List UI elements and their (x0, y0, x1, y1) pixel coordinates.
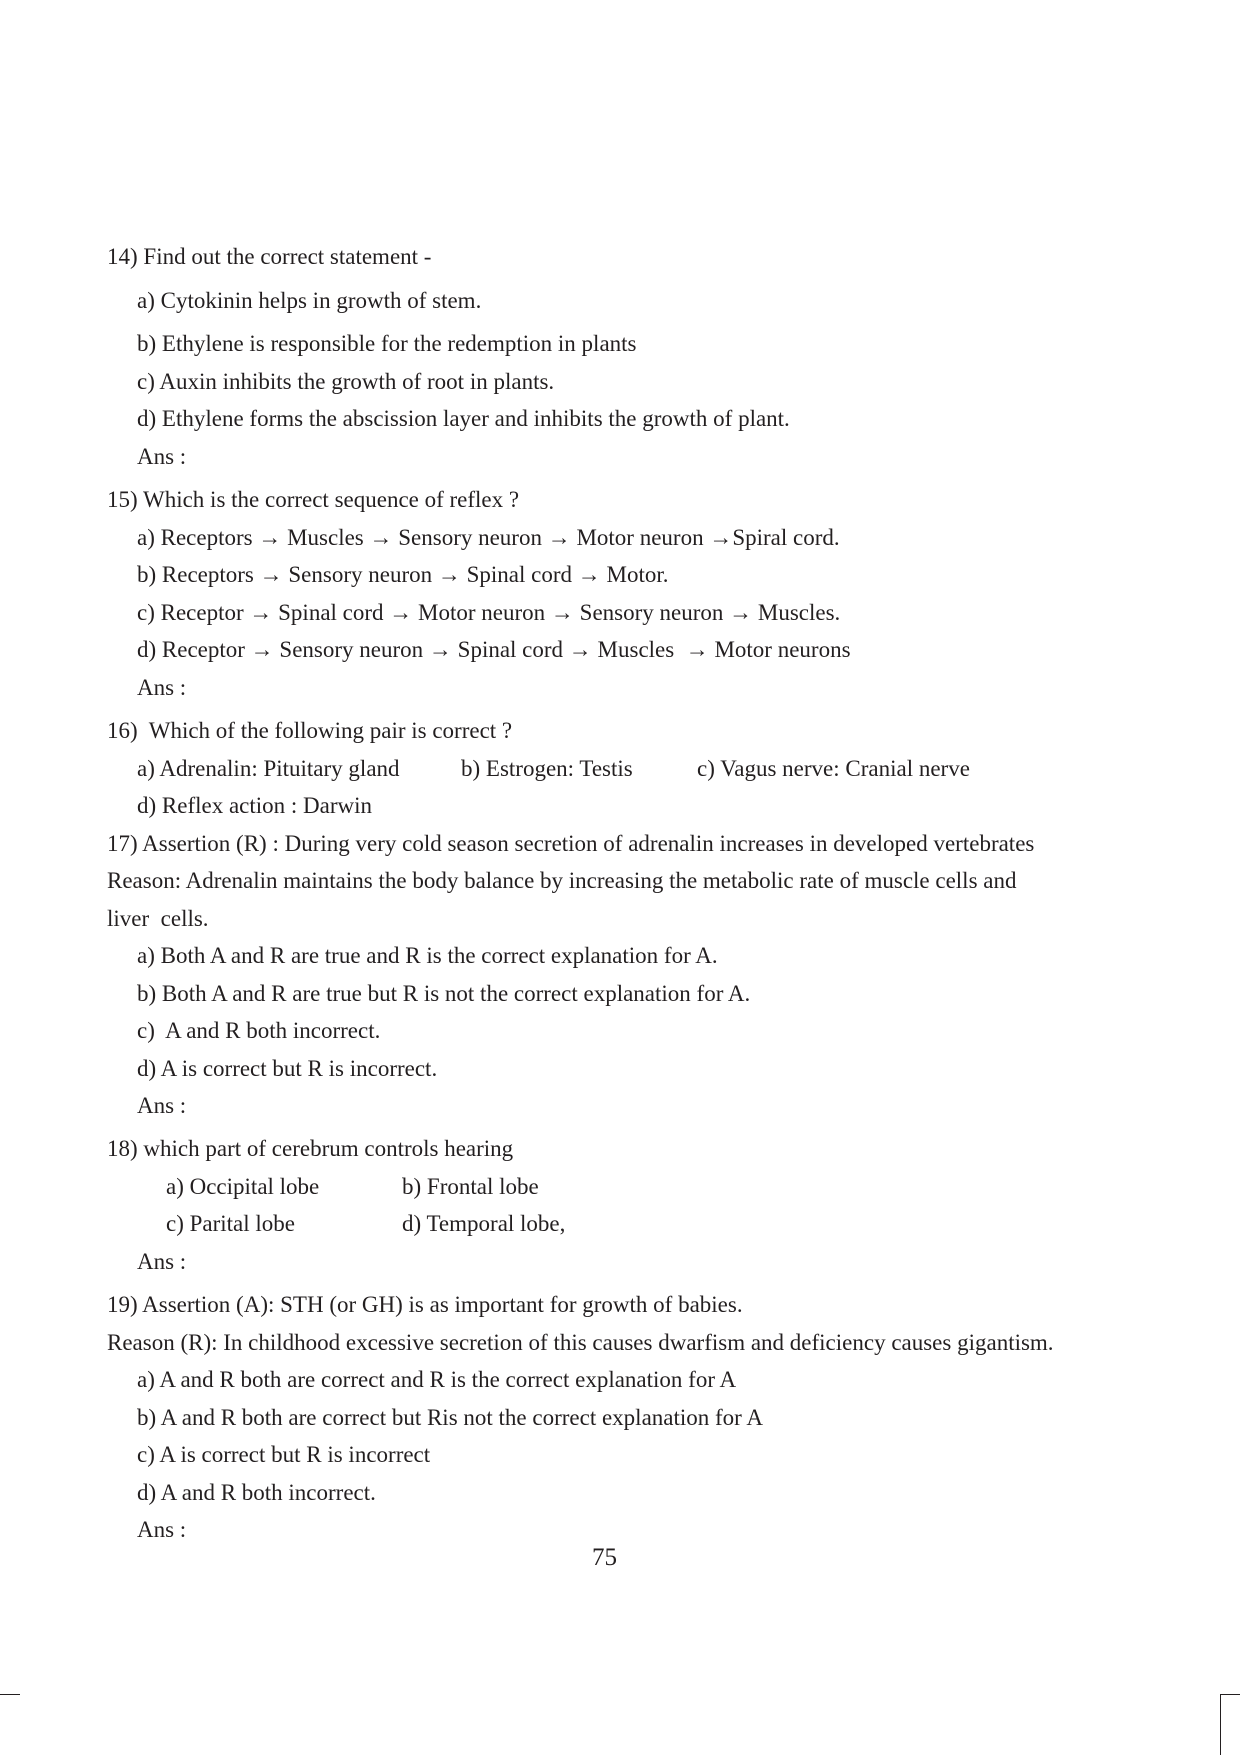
q17-reason-continued: liver cells. (107, 906, 209, 931)
q19-option-c: c) A is correct but R is incorrect (137, 1442, 431, 1467)
q16-option-b: b) Estrogen: Testis (461, 756, 633, 781)
crop-mark-left (0, 1694, 20, 1695)
q14-answer-label: Ans : (137, 444, 187, 469)
q19-assertion: 19) Assertion (A): STH (or GH) is as important for growth of babies. (107, 1292, 743, 1317)
q17-option-a: a) Both A and R are true and R is the correct explanation for A. (137, 943, 718, 968)
q18-option-b: b) Frontal lobe (402, 1174, 539, 1199)
q14-option-a: a) Cytokinin helps in growth of stem. (137, 288, 482, 313)
q15-option-a: a) Receptors → Muscles → Sensory neuron → Motor neuron →Spiral cord. (137, 525, 840, 550)
q17-option-d: d) A is correct but R is incorrect. (137, 1056, 438, 1081)
q17-reason: Reason: Adrenalin maintains the body balance by increasing the metabolic rate of muscle cells and (107, 868, 1017, 893)
q16-option-a: a) Adrenalin: Pituitary gland (137, 756, 400, 781)
q15-option-d: d) Receptor → Sensory neuron → Spinal cord → Muscles → Motor neurons (137, 637, 851, 662)
q16-option-d: d) Reflex action : Darwin (137, 793, 373, 818)
q14-option-b: b) Ethylene is responsible for the redemption in plants (137, 331, 637, 356)
crop-mark-right-horizontal (1220, 1694, 1240, 1695)
q19-option-a: a) A and R both are correct and R is the correct explanation for A (137, 1367, 737, 1392)
page-number: 75 (592, 1544, 617, 1571)
q17-assertion: 17) Assertion (R) : During very cold season secretion of adrenalin increases in developed vertebrates (107, 831, 1035, 856)
q14-option-d: d) Ethylene forms the abscission layer and inhibits the growth of plant. (137, 406, 790, 431)
crop-mark-right-vertical (1220, 1694, 1221, 1755)
q17-option-b: b) Both A and R are true but R is not the correct explanation for A. (137, 981, 751, 1006)
q14-stem: 14) Find out the correct statement - (107, 244, 432, 269)
q18-option-a: a) Occipital lobe (166, 1174, 320, 1199)
q18-stem: 18) which part of cerebrum controls hearing (107, 1136, 514, 1161)
q17-answer-label: Ans : (137, 1093, 187, 1118)
q18-option-c: c) Parital lobe (166, 1211, 296, 1236)
q17-option-c: c) A and R both incorrect. (137, 1018, 381, 1043)
q15-answer-label: Ans : (137, 675, 187, 700)
q15-option-b: b) Receptors → Sensory neuron → Spinal cord → Motor. (137, 562, 669, 587)
q19-option-d: d) A and R both incorrect. (137, 1480, 376, 1505)
q19-reason: Reason (R): In childhood excessive secretion of this causes dwarfism and deficiency causes gigantism. (107, 1330, 1054, 1355)
q15-option-c: c) Receptor → Spinal cord → Motor neuron → Sensory neuron → Muscles. (137, 600, 841, 625)
q15-stem: 15) Which is the correct sequence of reflex ? (107, 487, 520, 512)
q19-option-b: b) A and R both are correct but Ris not the correct explanation for A (137, 1405, 763, 1430)
q14-option-c: c) Auxin inhibits the growth of root in plants. (137, 369, 555, 394)
q16-option-c: c) Vagus nerve: Cranial nerve (697, 756, 970, 781)
q18-option-d: d) Temporal lobe, (402, 1211, 566, 1236)
q18-answer-label: Ans : (137, 1249, 187, 1274)
q19-answer-label: Ans : (137, 1517, 187, 1542)
q16-stem: 16) Which of the following pair is correct ? (107, 718, 513, 743)
